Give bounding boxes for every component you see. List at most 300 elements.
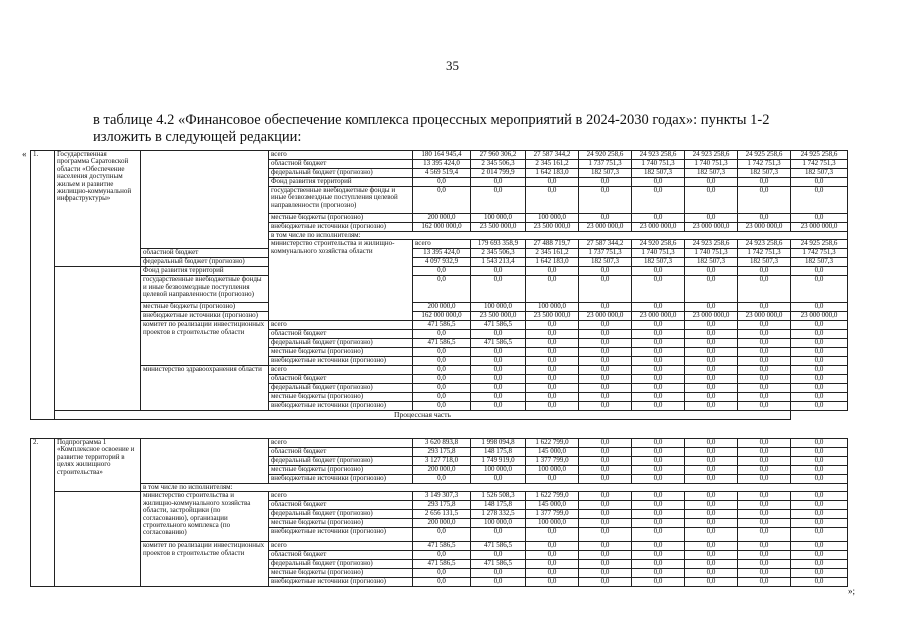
value-cell: 0,0: [685, 569, 738, 578]
value-cell: 200 000,0: [413, 466, 471, 475]
table-row: [31, 542, 848, 551]
value-cell: 23 000 000,0: [579, 312, 632, 321]
value-cell: 0,0: [471, 578, 526, 587]
value-cell: 0,0: [738, 348, 791, 357]
value-cell: 0,0: [738, 510, 791, 519]
value-cell: 2 656 131,5: [413, 510, 471, 519]
value-cell: 0,0: [791, 402, 848, 411]
value-cell: 0,0: [685, 330, 738, 339]
funding-source-label: местные бюджеты (прогнозно): [269, 569, 413, 578]
value-cell: 0,0: [579, 339, 632, 348]
funding-source-label: местные бюджеты (прогнозно): [269, 393, 413, 402]
value-cell: 24 920 258,6: [632, 240, 685, 249]
funding-source-label: местные бюджеты (прогнозно): [141, 303, 269, 312]
item-number: 1.: [31, 151, 55, 420]
value-cell: 0,0: [471, 384, 526, 393]
page-number: 35: [446, 58, 459, 73]
value-cell: 0,0: [791, 267, 848, 276]
value-cell: 0,0: [632, 267, 685, 276]
close-quote: »;: [848, 586, 856, 596]
value-cell: 471 586,5: [471, 560, 526, 569]
value-cell: 0,0: [738, 542, 791, 551]
value-cell: 1 278 332,5: [471, 510, 526, 519]
funding-source-label: Фонд развития территорий: [141, 267, 269, 276]
value-cell: 0,0: [526, 560, 579, 569]
value-cell: 3 127 718,0: [413, 457, 471, 466]
executor-name: министерство строительства и жилищно-коммунального хозяйства области, застройщики (по согласованию), организации строительного комплекса (по согласованию): [141, 492, 269, 542]
value-cell: 0,0: [738, 551, 791, 560]
funding-source-label: всего: [269, 321, 413, 330]
value-cell: 0,0: [579, 466, 632, 475]
value-cell: 0,0: [579, 475, 632, 484]
value-cell: 24 923 258,6: [738, 240, 791, 249]
value-cell: 0,0: [791, 457, 848, 466]
value-cell: 0,0: [738, 276, 791, 303]
value-cell: 0,0: [791, 366, 848, 375]
value-cell: 0,0: [791, 339, 848, 348]
value-cell: 0,0: [526, 542, 579, 551]
executors-label: в том числе по исполнителям:: [141, 484, 848, 492]
value-cell: 0,0: [791, 384, 848, 393]
value-cell: 1 740 751,3: [632, 249, 685, 258]
value-cell: 162 000 000,0: [413, 223, 471, 232]
value-cell: 24 923 258,6: [685, 151, 738, 160]
value-cell: 0,0: [579, 501, 632, 510]
value-cell: 182 507,3: [738, 258, 791, 267]
value-cell: 0,0: [471, 187, 526, 214]
value-cell: 0,0: [579, 267, 632, 276]
value-cell: 0,0: [471, 330, 526, 339]
value-cell: 0,0: [471, 551, 526, 560]
funding-source-label: федеральный бюджет (прогнозно): [269, 169, 413, 178]
value-cell: 0,0: [579, 560, 632, 569]
executors-label: в том числе по исполнителям:: [269, 232, 848, 240]
value-cell: 0,0: [738, 214, 791, 223]
value-cell: 27 587 344,2: [579, 240, 632, 249]
value-cell: 0,0: [579, 393, 632, 402]
funding-source-label: внебюджетные источники (прогнозно): [269, 402, 413, 411]
value-cell: 23 000 000,0: [685, 312, 738, 321]
value-cell: 100 000,0: [526, 303, 579, 312]
value-cell: 0,0: [738, 357, 791, 366]
value-cell: 0,0: [685, 276, 738, 303]
value-cell: 0,0: [738, 519, 791, 528]
value-cell: 1 526 508,3: [471, 492, 526, 501]
funding-source-label: федеральный бюджет (прогнозно): [269, 457, 413, 466]
value-cell: 24 925 258,6: [791, 151, 848, 160]
value-cell: 0,0: [791, 276, 848, 303]
value-cell: 0,0: [413, 348, 471, 357]
value-cell: 0,0: [791, 475, 848, 484]
value-cell: 0,0: [471, 475, 526, 484]
value-cell: 0,0: [526, 528, 579, 542]
value-cell: 0,0: [685, 528, 738, 542]
value-cell: 0,0: [526, 475, 579, 484]
value-cell: 0,0: [632, 366, 685, 375]
value-cell: 0,0: [632, 551, 685, 560]
value-cell: 0,0: [579, 457, 632, 466]
value-cell: 0,0: [791, 510, 848, 519]
value-cell: 23 500 000,0: [526, 312, 579, 321]
value-cell: 0,0: [579, 330, 632, 339]
value-cell: 0,0: [579, 448, 632, 457]
value-cell: 0,0: [632, 276, 685, 303]
value-cell: 100 000,0: [526, 214, 579, 223]
value-cell: 0,0: [413, 393, 471, 402]
value-cell: 148 175,8: [471, 501, 526, 510]
value-cell: 145 000,0: [526, 448, 579, 457]
value-cell: 100 000,0: [471, 519, 526, 528]
value-cell: 0,0: [471, 276, 526, 303]
funding-source-label: местные бюджеты (прогнозно): [269, 348, 413, 357]
value-cell: 0,0: [685, 542, 738, 551]
value-cell: 0,0: [579, 528, 632, 542]
value-cell: 0,0: [632, 501, 685, 510]
value-cell: 0,0: [685, 492, 738, 501]
value-cell: 0,0: [685, 339, 738, 348]
value-cell: 1 740 751,3: [685, 160, 738, 169]
value-cell: 27 488 719,7: [526, 240, 579, 249]
table-row: [31, 411, 848, 420]
table-row: [31, 439, 848, 448]
value-cell: 0,0: [685, 303, 738, 312]
value-cell: 0,0: [738, 366, 791, 375]
value-cell: 23 500 000,0: [526, 223, 579, 232]
value-cell: 148 175,8: [471, 448, 526, 457]
value-cell: 0,0: [632, 578, 685, 587]
value-cell: 471 586,5: [471, 339, 526, 348]
value-cell: 100 000,0: [471, 466, 526, 475]
value-cell: 0,0: [685, 466, 738, 475]
value-cell: 24 925 258,6: [738, 151, 791, 160]
value-cell: 1 742 751,3: [738, 249, 791, 258]
value-cell: 0,0: [685, 560, 738, 569]
value-cell: 0,0: [685, 393, 738, 402]
value-cell: 0,0: [738, 475, 791, 484]
funding-source-label: областной бюджет: [269, 330, 413, 339]
value-cell: 0,0: [791, 303, 848, 312]
value-cell: 0,0: [632, 439, 685, 448]
value-cell: 0,0: [685, 321, 738, 330]
executor-name: министерство строительства и жилищно-коммунального хозяйства области: [269, 240, 413, 321]
funding-source-label: федеральный бюджет (прогнозно): [269, 384, 413, 393]
value-cell: 145 000,0: [526, 501, 579, 510]
value-cell: 0,0: [685, 501, 738, 510]
value-cell: 23 000 000,0: [738, 223, 791, 232]
funding-source-label: федеральный бюджет (прогнозно): [269, 339, 413, 348]
value-cell: 0,0: [526, 339, 579, 348]
value-cell: 0,0: [791, 551, 848, 560]
value-cell: 0,0: [791, 357, 848, 366]
value-cell: 182 507,3: [685, 169, 738, 178]
value-cell: 0,0: [685, 348, 738, 357]
value-cell: 0,0: [413, 384, 471, 393]
funding-source-label: федеральный бюджет (прогнозно): [269, 510, 413, 519]
value-cell: 1 737 751,3: [579, 249, 632, 258]
value-cell: 0,0: [685, 214, 738, 223]
funding-source-label: внебюджетные источники (прогнозно): [269, 475, 413, 484]
value-cell: 3 149 307,3: [413, 492, 471, 501]
value-cell: 0,0: [791, 393, 848, 402]
value-cell: 0,0: [413, 402, 471, 411]
value-cell: 0,0: [471, 528, 526, 542]
value-cell: 0,0: [738, 321, 791, 330]
value-cell: 162 000 000,0: [413, 312, 471, 321]
funding-source-label: всего: [413, 240, 471, 249]
value-cell: 0,0: [471, 348, 526, 357]
value-cell: 0,0: [791, 560, 848, 569]
value-cell: 0,0: [791, 439, 848, 448]
value-cell: 0,0: [685, 439, 738, 448]
value-cell: 1 377 799,0: [526, 510, 579, 519]
value-cell: 0,0: [632, 466, 685, 475]
value-cell: 0,0: [579, 357, 632, 366]
value-cell: 0,0: [526, 187, 579, 214]
value-cell: 0,0: [685, 510, 738, 519]
value-cell: 2 345 506,3: [471, 160, 526, 169]
value-cell: 24 923 258,6: [685, 240, 738, 249]
value-cell: 1 543 213,4: [471, 258, 526, 267]
value-cell: 100 000,0: [471, 303, 526, 312]
value-cell: 0,0: [579, 303, 632, 312]
value-cell: 0,0: [526, 267, 579, 276]
value-cell: 23 000 000,0: [791, 223, 848, 232]
value-cell: 0,0: [579, 402, 632, 411]
finance-table: [30, 150, 848, 420]
value-cell: 0,0: [471, 366, 526, 375]
value-cell: 0,0: [413, 330, 471, 339]
funding-source-label: всего: [269, 542, 413, 551]
value-cell: 0,0: [632, 519, 685, 528]
value-cell: 471 586,5: [413, 321, 471, 330]
funding-source-label: областной бюджет: [269, 551, 413, 560]
funding-source-label: Фонд развития территорий: [269, 178, 413, 187]
value-cell: 182 507,3: [738, 169, 791, 178]
value-cell: 0,0: [791, 528, 848, 542]
value-cell: 0,0: [526, 330, 579, 339]
value-cell: 23 000 000,0: [632, 312, 685, 321]
value-cell: 0,0: [413, 366, 471, 375]
value-cell: 0,0: [791, 569, 848, 578]
value-cell: 179 693 358,9: [471, 240, 526, 249]
value-cell: 0,0: [632, 492, 685, 501]
value-cell: 0,0: [632, 330, 685, 339]
value-cell: 0,0: [685, 178, 738, 187]
value-cell: 0,0: [579, 375, 632, 384]
value-cell: 0,0: [791, 578, 848, 587]
funding-source-label: внебюджетные источники (прогнозно): [141, 312, 269, 321]
value-cell: 0,0: [471, 267, 526, 276]
executor-name: министерство здравоохранения области: [141, 366, 269, 411]
value-cell: 1 740 751,3: [685, 249, 738, 258]
item-number: 2.: [31, 439, 55, 587]
value-cell: 0,0: [579, 321, 632, 330]
value-cell: 0,0: [632, 348, 685, 357]
value-cell: 0,0: [685, 375, 738, 384]
value-cell: 0,0: [579, 276, 632, 303]
table-row: [31, 151, 848, 160]
value-cell: 0,0: [526, 276, 579, 303]
table-row: [31, 249, 848, 258]
funding-source-label: областной бюджет: [269, 160, 413, 169]
value-cell: 0,0: [738, 439, 791, 448]
value-cell: 0,0: [738, 578, 791, 587]
value-cell: 0,0: [685, 366, 738, 375]
open-quote: «: [22, 149, 27, 159]
value-cell: 0,0: [632, 375, 685, 384]
value-cell: 0,0: [471, 375, 526, 384]
value-cell: 0,0: [579, 569, 632, 578]
value-cell: 0,0: [471, 402, 526, 411]
value-cell: 0,0: [738, 457, 791, 466]
value-cell: 0,0: [632, 339, 685, 348]
value-cell: 0,0: [791, 178, 848, 187]
value-cell: 13 395 424,0: [413, 160, 471, 169]
value-cell: 182 507,3: [632, 169, 685, 178]
value-cell: 0,0: [791, 492, 848, 501]
funding-source-label: федеральный бюджет (прогнозно): [141, 258, 269, 267]
value-cell: 0,0: [685, 384, 738, 393]
value-cell: 0,0: [738, 528, 791, 542]
funding-source-label: областной бюджет: [141, 249, 269, 258]
value-cell: 0,0: [526, 366, 579, 375]
intro-text: в таблице 4.2 «Финансовое обеспечение комплекса процессных мероприятий в 2024-2030 годах»: пункты 1-2 изложить в следующей редакции:: [93, 112, 770, 145]
value-cell: 1 742 751,3: [791, 249, 848, 258]
funding-source-label: всего: [269, 151, 413, 160]
table-row: [31, 276, 848, 303]
value-cell: 0,0: [526, 321, 579, 330]
value-cell: 471 586,5: [471, 542, 526, 551]
value-cell: 1 749 919,0: [471, 457, 526, 466]
value-cell: 0,0: [526, 578, 579, 587]
table-row: [31, 492, 848, 501]
value-cell: 0,0: [738, 375, 791, 384]
funding-source-label: местные бюджеты (прогнозно): [269, 519, 413, 528]
value-cell: 2 345 161,2: [526, 160, 579, 169]
funding-source-label: областной бюджет: [269, 448, 413, 457]
funding-source-label: внебюджетные источники (прогнозно): [269, 223, 413, 232]
value-cell: 0,0: [579, 510, 632, 519]
value-cell: 100 000,0: [526, 519, 579, 528]
value-cell: 0,0: [632, 178, 685, 187]
value-cell: 293 175,8: [413, 501, 471, 510]
value-cell: 0,0: [685, 457, 738, 466]
item-name: Государственная программа Саратовской области «Обеспечение населения доступным жильем и развитие жилищно-коммунальной инфраструктуры»: [55, 151, 141, 267]
value-cell: 0,0: [526, 178, 579, 187]
value-cell: 0,0: [632, 321, 685, 330]
value-cell: 23 500 000,0: [471, 223, 526, 232]
value-cell: 24 923 258,6: [632, 151, 685, 160]
value-cell: 182 507,3: [632, 258, 685, 267]
funding-source-label: местные бюджеты (прогнозно): [269, 466, 413, 475]
value-cell: 293 175,8: [413, 448, 471, 457]
value-cell: 0,0: [791, 501, 848, 510]
value-cell: 2 345 506,3: [471, 249, 526, 258]
value-cell: 0,0: [413, 375, 471, 384]
funding-source-label: государственные внебюджетные фонды и иные безвозмездные поступления целевой направленности (прогнозно): [269, 187, 413, 214]
value-cell: 100 000,0: [471, 214, 526, 223]
value-cell: 0,0: [791, 187, 848, 214]
funding-source-label: областной бюджет: [269, 501, 413, 510]
funding-source-label: внебюджетные источники (прогнозно): [269, 528, 413, 542]
section-label: Процессная часть: [55, 411, 791, 420]
table-row: [31, 267, 848, 276]
value-cell: 0,0: [791, 348, 848, 357]
value-cell: 0,0: [685, 187, 738, 214]
value-cell: 0,0: [471, 569, 526, 578]
item-name: Подпрограмма 1 «Комплексное освоение и развитие территорий в целях жилищного строительства»: [55, 439, 141, 492]
value-cell: 0,0: [632, 510, 685, 519]
value-cell: 1 377 799,0: [526, 457, 579, 466]
value-cell: 0,0: [526, 569, 579, 578]
value-cell: 23 000 000,0: [738, 312, 791, 321]
value-cell: 182 507,3: [791, 258, 848, 267]
value-cell: 0,0: [738, 393, 791, 402]
value-cell: 0,0: [632, 393, 685, 402]
table-row: [31, 312, 848, 321]
value-cell: 471 586,5: [413, 339, 471, 348]
table-row: [31, 303, 848, 312]
value-cell: 23 000 000,0: [685, 223, 738, 232]
funding-source-label: внебюджетные источники (прогнозно): [269, 578, 413, 587]
value-cell: 0,0: [413, 528, 471, 542]
value-cell: 0,0: [738, 501, 791, 510]
value-cell: 0,0: [738, 267, 791, 276]
table-row: [31, 484, 848, 492]
value-cell: 0,0: [413, 276, 471, 303]
value-cell: 0,0: [632, 457, 685, 466]
value-cell: 0,0: [791, 448, 848, 457]
value-cell: 0,0: [526, 393, 579, 402]
value-cell: 24 920 258,6: [579, 151, 632, 160]
value-cell: 0,0: [791, 519, 848, 528]
funding-source-label: государственные внебюджетные фонды и иные безвозмездные поступления целевой направленности (прогнозно): [141, 276, 269, 303]
value-cell: 0,0: [632, 448, 685, 457]
value-cell: 4 097 932,9: [413, 258, 471, 267]
value-cell: 0,0: [579, 519, 632, 528]
value-cell: 471 586,5: [413, 560, 471, 569]
value-cell: 0,0: [579, 366, 632, 375]
value-cell: 0,0: [738, 560, 791, 569]
value-cell: 1 742 751,3: [738, 160, 791, 169]
value-cell: 471 586,5: [471, 321, 526, 330]
value-cell: 0,0: [738, 466, 791, 475]
funding-source-label: местные бюджеты (прогнозно): [269, 214, 413, 223]
value-cell: 1 642 183,0: [526, 258, 579, 267]
value-cell: 0,0: [632, 187, 685, 214]
value-cell: 471 586,5: [413, 542, 471, 551]
value-cell: 0,0: [738, 384, 791, 393]
value-cell: 0,0: [413, 267, 471, 276]
value-cell: 27 587 344,2: [526, 151, 579, 160]
value-cell: 0,0: [579, 178, 632, 187]
value-cell: 0,0: [471, 393, 526, 402]
value-cell: 1 742 751,3: [791, 160, 848, 169]
value-cell: 200 000,0: [413, 214, 471, 223]
value-cell: 182 507,3: [579, 169, 632, 178]
value-cell: 0,0: [738, 303, 791, 312]
funding-source-label: федеральный бюджет (прогнозно): [269, 560, 413, 569]
value-cell: 0,0: [632, 569, 685, 578]
value-cell: 0,0: [413, 357, 471, 366]
value-cell: 0,0: [685, 448, 738, 457]
value-cell: 0,0: [579, 187, 632, 214]
value-cell: 2 345 161,2: [526, 249, 579, 258]
value-cell: 0,0: [413, 578, 471, 587]
value-cell: 0,0: [579, 578, 632, 587]
value-cell: 3 620 893,8: [413, 439, 471, 448]
value-cell: 1 622 799,0: [526, 492, 579, 501]
